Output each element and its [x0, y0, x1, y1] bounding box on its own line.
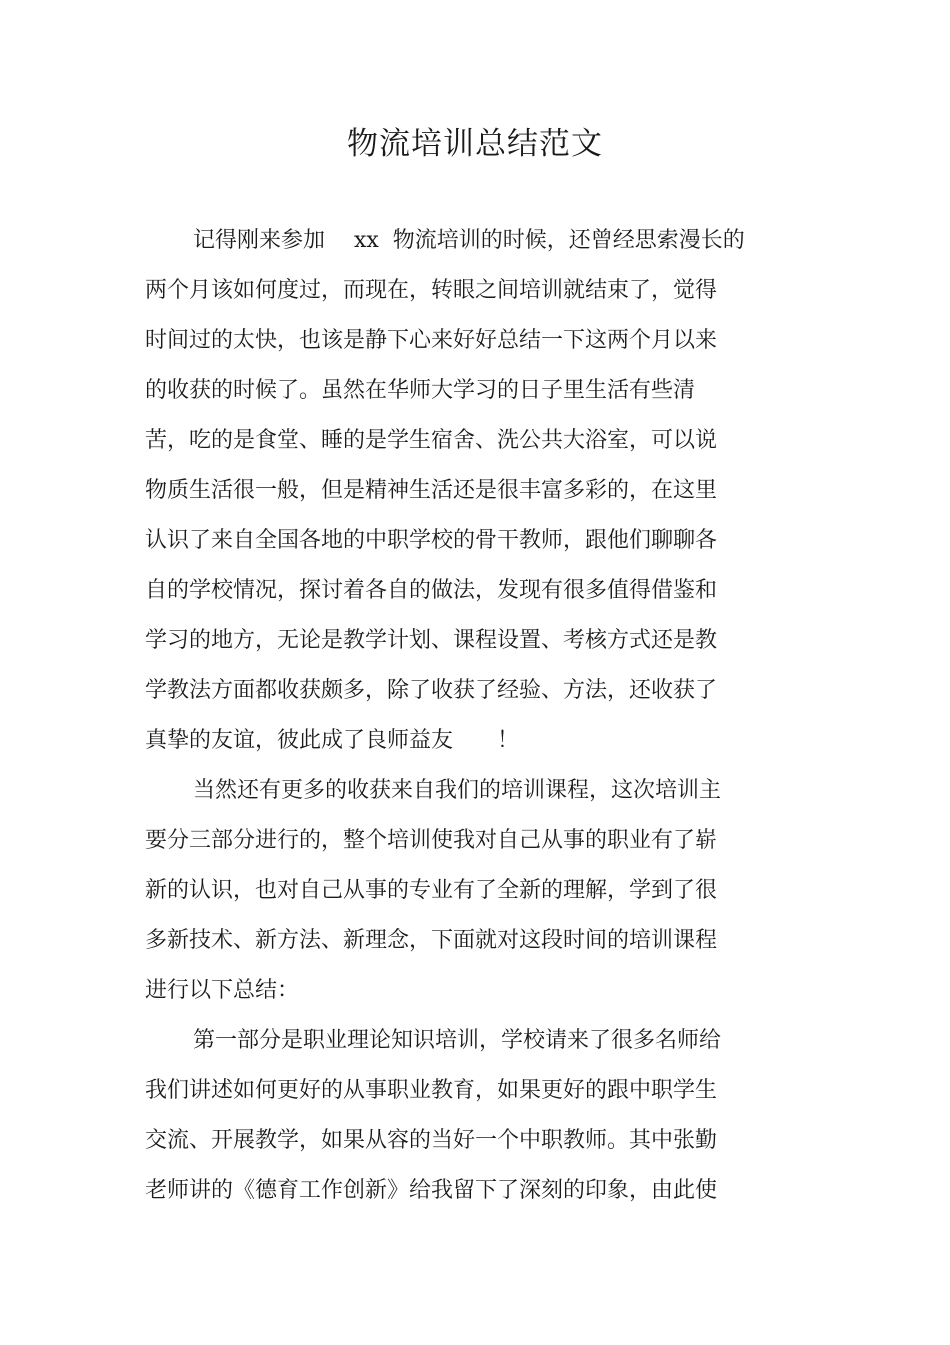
text-line: 老师讲的《德育工作创新》给我留下了深刻的印象，由此使	[145, 1178, 718, 1203]
text-line: 第一部分是职业理论知识培训，学校请来了很多名师给	[193, 1028, 722, 1053]
text-line: 我们讲述如何更好的从事职业教育，如果更好的跟中职学生	[145, 1078, 718, 1103]
text-line: 多新技术、新方法、新理念，下面就对这段时间的培训课程	[145, 928, 718, 953]
text-line: 学习的地方，无论是教学计划、课程设置、考核方式还是教	[145, 628, 718, 653]
text-line: 自的学校情况，探讨着各自的做法，发现有很多值得借鉴和	[145, 578, 718, 603]
text-line: 苦，吃的是食堂、睡的是学生宿舍、洗公共大浴室，可以说	[145, 428, 718, 453]
text-line: 两个月该如何度过，而现在，转眼之间培训就结束了，觉得	[145, 278, 718, 303]
text-line: 时间过的太快，也该是静下心来好好总结一下这两个月以来	[145, 328, 718, 353]
text-line: 真挚的友谊，彼此成了良师益友 ！	[145, 728, 520, 753]
text-line: 的收获的时候了。虽然在华师大学习的日子里生活有些清	[145, 378, 696, 403]
text-line: 要分三部分进行的，整个培训使我对自己从事的职业有了崭	[145, 828, 718, 853]
text-line: 认识了来自全国各地的中职学校的骨干教师，跟他们聊聊各	[145, 528, 718, 553]
text-line: 物质生活很一般，但是精神生活还是很丰富多彩的，在这里	[145, 478, 718, 503]
text-line: 新的认识，也对自己从事的专业有了全新的理解，学到了很	[145, 878, 718, 903]
text-line: 交流、开展教学，如果从容的当好一个中职教师。其中张勤	[145, 1128, 718, 1153]
document-title: 物流培训总结范文	[347, 126, 603, 162]
text-line: 学教法方面都收获颇多，除了收获了经验、方法，还收获了	[145, 678, 718, 703]
text-line: 当然还有更多的收获来自我们的培训课程，这次培训主	[193, 778, 722, 803]
text-line: 记得刚来参加 xx 物流培训的时候，还曾经思索漫长的	[193, 228, 745, 253]
text-line: 进行以下总结：	[145, 978, 300, 1003]
